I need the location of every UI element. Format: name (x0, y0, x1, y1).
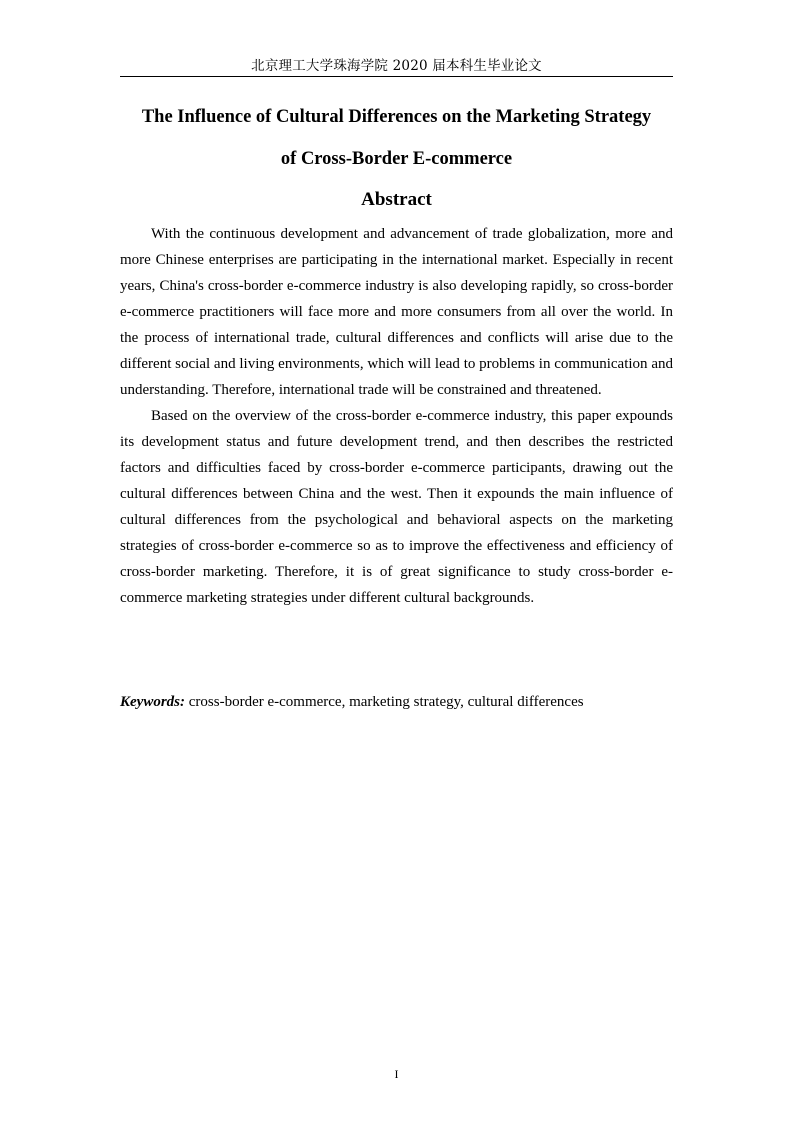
running-header: 北京理工大学珠海学院 2020 届本科生毕业论文 (251, 58, 542, 74)
abstract-heading: Abstract (361, 189, 432, 210)
keywords-text: cross-border e-commerce, marketing strategy, cultural differences (188, 694, 584, 710)
abstract-body (120, 221, 673, 611)
page-number: I (394, 1067, 399, 1081)
paper-title-line-2: of Cross-Border E-commerce (280, 149, 513, 169)
abstract-paragraph-1: With the continuous development and advancement of trade globalization, more and more Chinese enterprises are participating in the international market. Especially in recent years, China's cross-border e-commerce industry is also developing rapidly, so cross-border e-commerce practitioners will face more and more consumers from all over the world. In the process of international trade, cultural differences and conflicts will arise due to the different social and living environments, which will lead to problems in communication and understanding. Therefore, international trade will be constrained and threatened. (120, 226, 673, 398)
header-divider (120, 76, 673, 77)
paper-title-line-1: The Influence of Cultural Differences on the Marketing Strategy (141, 107, 652, 127)
keywords-label: Keywords: (120, 694, 185, 710)
abstract-paragraph-2: Based on the overview of the cross-border e-commerce industry, this paper expounds its development status and future development trend, and then describes the restricted factors and difficulties faced by cross-border e-commerce participants, drawing out the cultural differences between China and the west. Then it expounds the main influence of cultural differences from the psychological and behavioral aspects on the marketing strategies of cross-border e-commerce so as to improve the effectiveness and efficiency of cross-border marketing. Therefore, it is of great significance to study cross-border e-commerce marketing strategies under different cultural backgrounds. (120, 408, 673, 606)
keywords-line (120, 689, 673, 715)
